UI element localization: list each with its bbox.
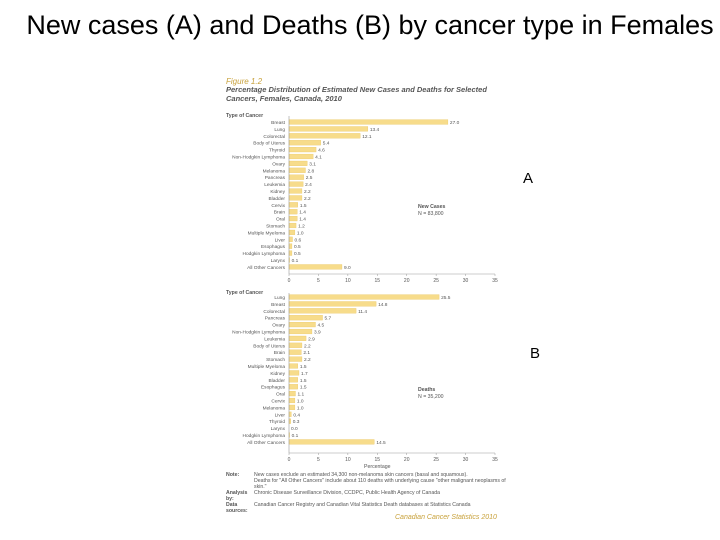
data-label: 1.4 <box>299 210 306 216</box>
category-label: Breast <box>271 302 285 308</box>
data-label: 0.1 <box>291 434 299 439</box>
note-line <box>226 478 511 490</box>
data-label: 0.6 <box>294 238 302 244</box>
bar-charts <box>220 112 510 472</box>
category-label: Esophagus <box>260 385 285 391</box>
bar <box>289 147 316 152</box>
bar <box>289 315 323 320</box>
category-label: Leukemia <box>264 183 285 189</box>
bar <box>289 251 292 256</box>
bar <box>289 343 302 348</box>
data-label: 0.5 <box>293 252 301 258</box>
category-label: Colorectal <box>263 309 285 315</box>
x-tick-label: 30 <box>462 457 469 463</box>
bar <box>289 302 376 307</box>
bar <box>289 405 295 410</box>
category-label: Stomach <box>266 224 285 230</box>
category-label: Kidney <box>270 190 285 195</box>
category-label: Kidney <box>270 371 285 377</box>
category-label: Liver <box>274 413 285 419</box>
data-label: 2.9 <box>308 337 315 343</box>
note-text: Canadian Cancer Registry and Canadian Vital Statistics Death databases at Statistics Canada <box>254 502 471 508</box>
data-label: 4.6 <box>318 148 325 154</box>
category-label: Brain <box>273 351 285 357</box>
slide-title: New cases (A) and Deaths (B) by cancer type in Females <box>26 10 714 40</box>
legend-label: New Cases <box>418 204 446 210</box>
category-label: Ovary <box>272 323 285 329</box>
data-label: 1.2 <box>298 224 305 230</box>
bar <box>289 371 299 376</box>
legend-label: Deaths <box>418 387 436 393</box>
data-label: 3.1 <box>309 162 316 168</box>
category-label: Bladder <box>268 196 285 202</box>
legend-total: N = 83,800 <box>418 211 444 217</box>
category-label: Non-Hodgkin Lymphoma <box>232 330 285 336</box>
category-label: Bladder <box>268 378 285 384</box>
note-text: New cases exclude an estimated 34,300 non-melanoma skin cancers (basal and squamous). <box>254 472 468 478</box>
data-label: 2.5 <box>305 176 313 182</box>
data-label: 2.2 <box>303 196 311 202</box>
bar <box>289 127 368 132</box>
bar <box>289 175 304 180</box>
data-label: 13.4 <box>369 127 380 133</box>
data-label: 2.2 <box>303 190 311 195</box>
data-label: 5.7 <box>324 316 332 322</box>
data-label: 2.4 <box>305 183 312 189</box>
category-label: Lung <box>274 127 285 133</box>
figure-notes <box>226 472 511 514</box>
data-label: 12.1 <box>362 134 372 140</box>
x-tick-label: 15 <box>374 457 381 463</box>
x-tick-label: 25 <box>433 278 439 284</box>
data-label: 1.0 <box>296 406 304 412</box>
bar <box>289 189 302 194</box>
note-label: Note: <box>226 472 240 478</box>
x-tick-label: 20 <box>403 457 410 463</box>
data-label: 5.4 <box>322 141 330 147</box>
category-label: Brain <box>273 210 285 216</box>
category-label: Stomach <box>266 358 285 364</box>
x-tick-label: 30 <box>462 278 469 284</box>
category-label: Liver <box>274 238 285 244</box>
category-label: Hodgkin Lymphoma <box>242 252 285 258</box>
note-label: Analysis by: <box>226 490 248 502</box>
bar <box>289 364 298 369</box>
bar <box>289 357 302 362</box>
chart-header: Type of Cancer <box>226 113 264 119</box>
chart-a-marker: A <box>523 170 534 187</box>
data-label: 1.5 <box>299 378 307 384</box>
data-label: 2.2 <box>303 344 311 350</box>
legend-total: N = 35,200 <box>418 394 444 400</box>
category-label: All Other Cancers <box>247 440 285 446</box>
bar <box>289 140 321 145</box>
footer-brand: Canadian Cancer Statistics 2010 <box>395 514 497 521</box>
x-tick-label: 0 <box>287 278 291 284</box>
data-label: 14.8 <box>378 302 388 308</box>
category-label: Oral <box>275 392 285 398</box>
category-label: Oral <box>275 217 285 223</box>
category-label: Ovary <box>272 162 285 168</box>
data-label: 0.0 <box>291 427 298 433</box>
chart-b-marker: B <box>530 345 541 362</box>
bar <box>289 440 374 445</box>
bar <box>289 398 295 403</box>
data-label: 0.1 <box>291 259 299 264</box>
category-label: Cervix <box>271 203 285 209</box>
data-label: 2.2 <box>303 358 311 364</box>
x-tick-label: 10 <box>345 278 351 284</box>
category-label: Body of Uterus <box>253 141 285 147</box>
bar <box>289 216 297 221</box>
data-label: 1.1 <box>297 392 305 398</box>
x-tick-label: 35 <box>492 457 498 463</box>
bar <box>289 350 301 355</box>
note-label <box>226 478 254 490</box>
category-label: Thyroid <box>269 420 285 426</box>
category-label: Body of Uterus <box>253 344 285 350</box>
note-label: Data sources: <box>226 502 248 514</box>
category-label: Larynx <box>270 427 285 433</box>
bar <box>289 209 297 214</box>
x-tick-label: 25 <box>433 457 439 463</box>
category-label: Larynx <box>270 259 285 264</box>
x-axis-label: Percentage <box>364 464 391 470</box>
note-line <box>226 502 511 514</box>
figure-label: Figure 1.2 <box>226 77 263 86</box>
data-label: 0.5 <box>293 245 301 251</box>
x-tick-label: 10 <box>345 457 351 463</box>
data-label: 0.3 <box>292 420 300 426</box>
bar <box>289 336 306 341</box>
bar <box>289 412 291 417</box>
category-label: Lung <box>274 296 285 301</box>
category-label: Melanoma <box>262 169 285 175</box>
bar <box>289 244 292 249</box>
category-label: Hodgkin Lymphoma <box>242 434 285 439</box>
bar <box>289 154 313 159</box>
bar <box>289 308 356 313</box>
x-tick-label: 5 <box>317 278 320 284</box>
category-label: Pancreas <box>264 316 285 322</box>
data-label: 1.0 <box>296 399 304 405</box>
data-label: 4.5 <box>317 323 325 329</box>
data-label: 1.0 <box>296 231 304 237</box>
chart-header: Type of Cancer <box>226 290 264 296</box>
bar <box>289 120 448 125</box>
note-line <box>226 490 511 502</box>
data-label: 3.9 <box>313 330 321 336</box>
bar <box>289 322 315 327</box>
bar <box>289 295 439 300</box>
category-label: Multiple Myeloma <box>247 365 285 370</box>
figure-title: Percentage Distribution of Estimated New Cases and Deaths for Selected Cancers, Females, Canada, 2010 <box>226 85 487 103</box>
category-label: Colorectal <box>263 134 285 140</box>
bar <box>289 230 295 235</box>
category-label: Multiple Myeloma <box>247 231 285 237</box>
x-tick-label: 0 <box>287 457 291 463</box>
bar <box>289 384 298 389</box>
category-label: Breast <box>271 121 285 126</box>
data-label: 27.0 <box>449 121 460 126</box>
data-label: 1.4 <box>299 217 306 223</box>
x-tick-label: 15 <box>374 278 381 284</box>
note-text: Chronic Disease Surveillance Division, CCDPC, Public Health Agency of Canada <box>254 490 440 496</box>
data-label: 11.4 <box>358 309 368 315</box>
bar <box>289 182 303 187</box>
bar <box>289 265 342 270</box>
category-label: Pancreas <box>264 176 285 182</box>
category-label: Cervix <box>271 399 285 405</box>
bar <box>289 168 305 173</box>
bar <box>289 237 293 242</box>
bar <box>289 329 312 334</box>
data-label: 1.5 <box>299 385 307 391</box>
bar <box>289 133 360 138</box>
bar <box>289 223 296 228</box>
x-tick-label: 5 <box>317 457 320 463</box>
category-label: Leukemia <box>264 337 285 343</box>
data-label: 2.8 <box>307 169 315 175</box>
category-label: Melanoma <box>262 406 285 412</box>
data-label: 0.4 <box>293 413 301 419</box>
bar <box>289 196 302 201</box>
bar <box>289 161 307 166</box>
bar <box>289 377 298 382</box>
category-label: Thyroid <box>269 148 285 154</box>
note-text: Deaths for "All Other Cancers" include about 110 deaths with underlying cause "other malignant neoplasms of skin." <box>254 478 506 490</box>
data-label: 4.1 <box>315 155 322 161</box>
x-tick-label: 35 <box>492 278 498 284</box>
data-label: 25.5 <box>441 296 451 301</box>
data-label: 2.1 <box>303 351 311 357</box>
category-label: All Other Cancers <box>247 265 285 271</box>
bar <box>289 391 295 396</box>
data-label: 14.5 <box>376 440 386 446</box>
category-label: Esophagus <box>260 245 285 251</box>
data-label: 9.0 <box>343 265 351 271</box>
data-label: 1.5 <box>299 203 307 209</box>
data-label: 1.7 <box>301 371 308 377</box>
data-label: 1.5 <box>299 365 307 370</box>
x-tick-label: 20 <box>403 278 410 284</box>
category-label: Non-Hodgkin Lymphoma <box>232 155 285 161</box>
bar <box>289 202 298 207</box>
